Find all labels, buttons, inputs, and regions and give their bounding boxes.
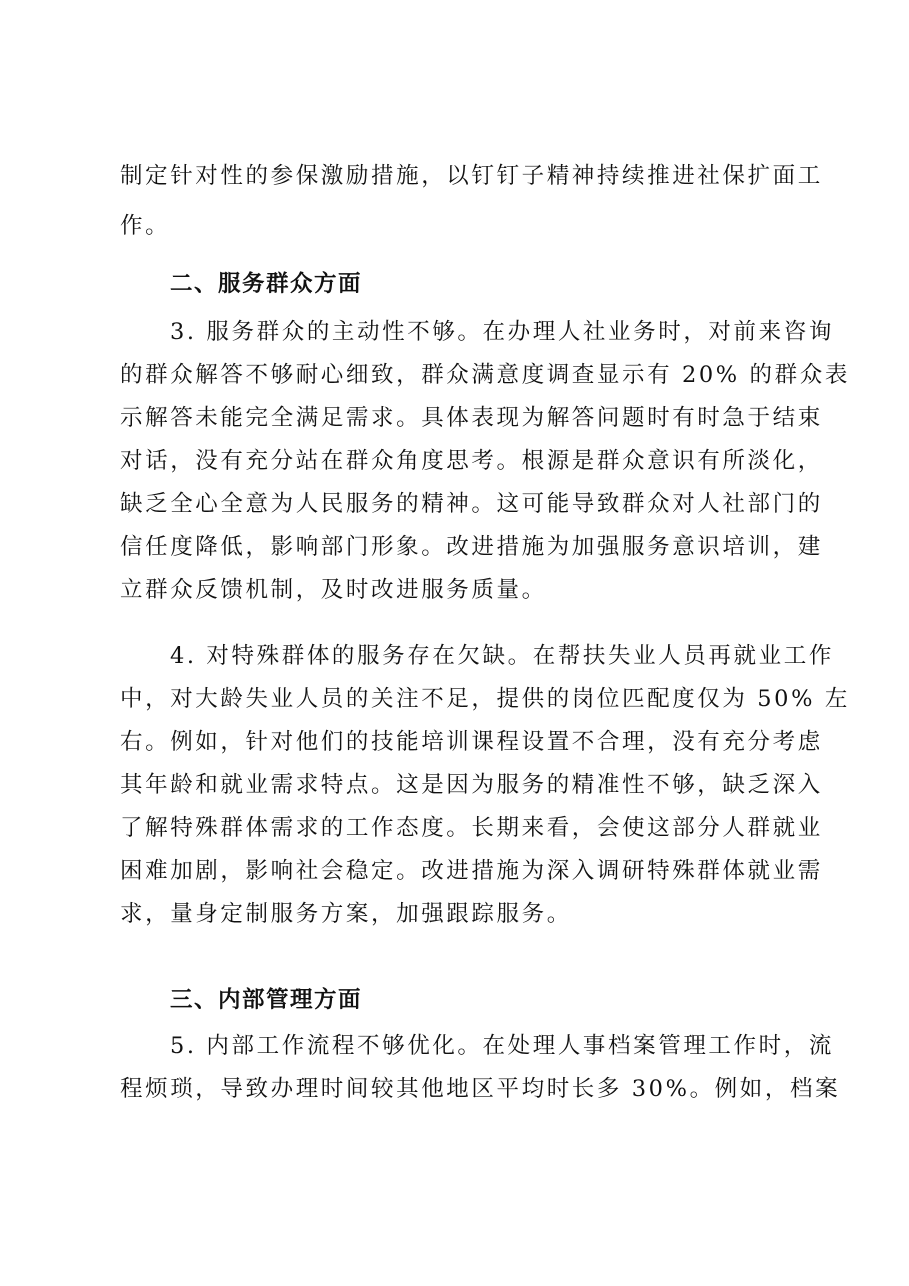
paragraph-line: 了解特殊群体需求的工作态度。长期来看，会使这部分人群就业 xyxy=(120,815,823,841)
paragraph-line: 困难加剧，影响社会稳定。改进措施为深入调研特殊群体就业需 xyxy=(120,858,823,884)
paragraph-line: 右。例如，针对他们的技能培训课程设置不合理，没有充分考虑 xyxy=(120,729,823,755)
paragraph-line: 作。 xyxy=(120,213,171,239)
section-heading: 二、服务群众方面 xyxy=(170,271,363,297)
paragraph-line: 示解答未能完全满足需求。具体表现为解答问题时有时急于结束 xyxy=(120,405,823,431)
paragraph-line: 4. 对特殊群体的服务存在欠缺。在帮扶失业人员再就业工作 xyxy=(170,643,834,669)
paragraph-line: 缺乏全心全意为人民服务的精神。这可能导致群众对人社部门的 xyxy=(120,491,823,517)
paragraph-line: 信任度降低，影响部门形象。改进措施为加强服务意识培训，建 xyxy=(120,534,823,560)
paragraph-line: 程烦琐，导致办理时间较其他地区平均时长多 30%。例如，档案 xyxy=(120,1076,841,1102)
paragraph-line: 制定针对性的参保激励措施，以钉钉子精神持续推进社保扩面工 xyxy=(120,163,823,189)
paragraph-line: 其年龄和就业需求特点。这是因为服务的精准性不够，缺乏深入 xyxy=(120,772,823,798)
paragraph-line: 立群众反馈机制，及时改进服务质量。 xyxy=(120,577,547,603)
section-heading: 三、内部管理方面 xyxy=(170,987,363,1013)
paragraph-line: 5. 内部工作流程不够优化。在处理人事档案管理工作时，流 xyxy=(170,1033,834,1059)
paragraph-line: 中，对大龄失业人员的关注不足，提供的岗位匹配度仅为 50% 左 xyxy=(120,686,850,712)
paragraph-line: 对话，没有充分站在群众角度思考。根源是群众意识有所淡化， xyxy=(120,448,823,474)
paragraph-line: 的群众解答不够耐心细致，群众满意度调查显示有 20% 的群众表 xyxy=(120,362,850,388)
paragraph-line: 3. 服务群众的主动性不够。在办理人社业务时，对前来咨询 xyxy=(170,319,834,345)
paragraph-line: 求，量身定制服务方案，加强跟踪服务。 xyxy=(120,901,572,927)
